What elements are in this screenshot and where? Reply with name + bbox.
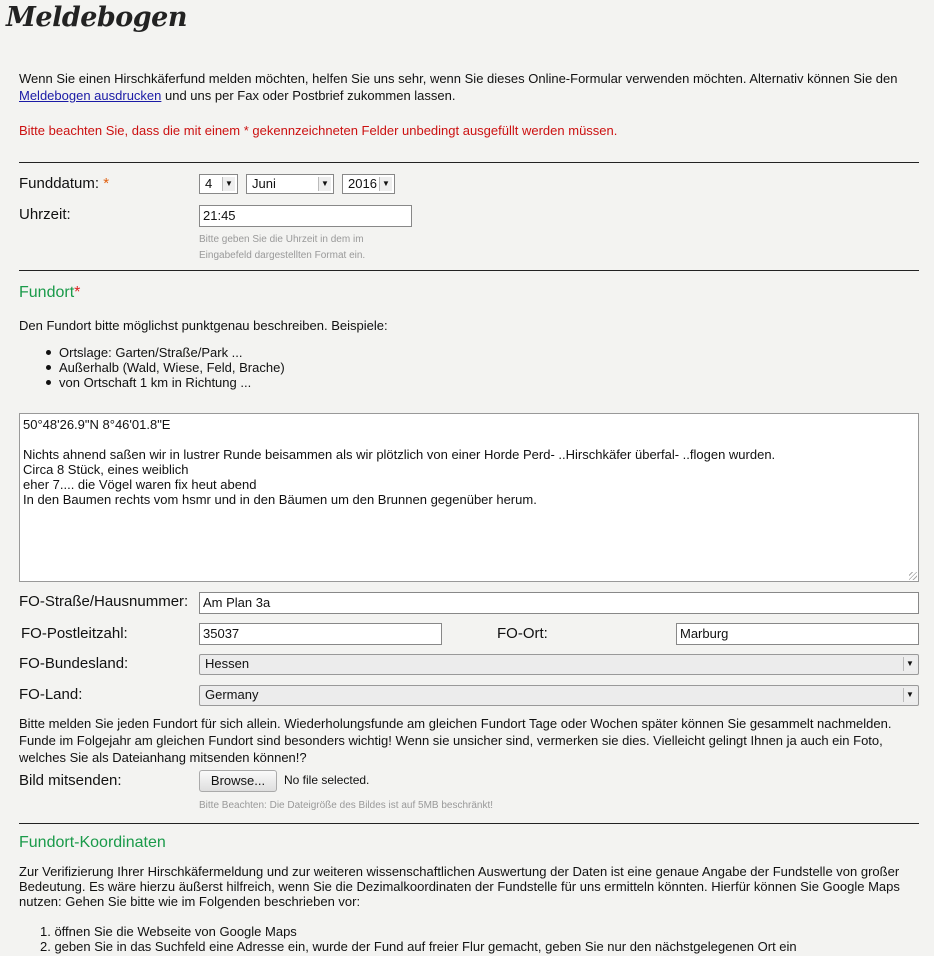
country-select-value: Germany [205,687,259,702]
street-label: FO-Straße/Hausnummer: [19,593,189,610]
state-select-value: Hessen [205,656,250,671]
time-hint-line: Eingabefeld dargestellten Format ein. [199,250,366,261]
upload-status: No file selected. [284,773,370,787]
funddatum-label [19,175,109,192]
divider [19,162,919,163]
chevron-down-icon: ▼ [903,657,916,671]
fundort-heading-text: Fundort [19,284,75,301]
chevron-down-icon: ▼ [379,177,392,191]
state-label: FO-Bundesland: [19,655,129,672]
fundort-description: Den Fundort bitte möglichst punktgenau beschreiben. Beispiele: [19,318,388,333]
intro-text [19,70,899,104]
fundort-examples [40,345,285,390]
divider [19,270,919,271]
day-select[interactable] [199,174,238,194]
day-select-value: 4 [205,176,213,191]
funddatum-label-text: Funddatum: [19,175,100,192]
country-select[interactable] [199,685,919,706]
street-input[interactable]: Am Plan 3a [199,592,919,614]
month-select[interactable] [246,174,334,194]
time-hint [199,232,365,264]
city-label: FO-Ort: [497,625,548,642]
country-label: FO-Land: [19,686,83,703]
print-form-link[interactable]: Meldebogen ausdrucken [19,88,162,103]
intro-text-part2: und uns per Fax oder Postbrief zukommen lassen. [161,88,456,103]
state-select[interactable] [199,654,919,675]
chevron-down-icon: ▼ [222,177,235,191]
time-input[interactable]: 21:45 [199,205,412,227]
upload-hint: Bitte Beachten: Die Dateigröße des Bildes ist auf 5MB beschränkt! [199,800,494,811]
page-title: Meldebogen [6,2,187,33]
required-note: Bitte beachten Sie, dass die mit einem * gekennzeichneten Felder unbedingt ausgefüllt werden müssen. [19,123,618,138]
zip-label: FO-Postleitzahl: [21,625,128,642]
list-item: 2. geben Sie in das Suchfeld eine Adresse ein, wurde der Fund auf freier Flur gemacht, geben Sie nur den nächstgelegenen Ort ein [40,939,797,954]
list-item: 1. öffnen Sie die Webseite von Google Maps [40,924,297,939]
year-select-value: 2016 [348,176,377,191]
koordinaten-description: Zur Verifizierung Ihrer Hirschkäfermeldung und zur weiteren wissenschaftlichen Auswertung der Daten ist eine genaue Angabe der Fundstelle von großer Bedeutung. Es wäre hierzu äußerst hilfreich, wenn Sie die Dezimalkoordinaten der Fundstelle für uns ermitteln könnten. Hierfür können Sie Google Maps nutzen: Gehen Sie bitte wie im Folgenden beschrieben vor: [19,864,900,909]
chevron-down-icon: ▼ [318,177,331,191]
browse-button[interactable]: Browse... [199,770,277,792]
intro-text-part1: Wenn Sie einen Hirschkäferfund melden möchten, helfen Sie uns sehr, wenn Sie dieses Online-Formular verwenden möchten. Alternativ können Sie den [19,71,898,86]
list-item: Außerhalb (Wald, Wiese, Feld, Brache) [40,360,285,375]
koordinaten-heading: Fundort-Koordinaten [19,834,166,851]
divider [19,823,919,824]
list-item: von Ortschaft 1 km in Richtung ... [40,375,285,390]
required-marker: * [74,284,81,301]
zip-input[interactable]: 35037 [199,623,442,645]
fundort-textarea[interactable] [19,413,919,582]
fundort-heading [19,284,80,302]
city-input[interactable]: Marburg [676,623,919,645]
required-marker: * [103,175,110,192]
uhrzeit-label: Uhrzeit: [19,206,71,223]
month-select-value: Juni [252,176,276,191]
list-item: Ortslage: Garten/Straße/Park ... [40,345,285,360]
report-note: Bitte melden Sie jeden Fundort für sich allein. Wiederholungsfunde am gleichen Fundort Tage oder Wochen später können Sie gesammelt nachmelden. Funde im Folgejahr am gleichen Fundort sind besonders wichtig! Wenn sie unsicher sind, vermerken sie dies. Vielleicht gelingt Ihnen ja auch ein Foto, welches Sie als Dateianhang mitsenden können!? [19,716,892,765]
koordinaten-steps [40,924,797,954]
time-hint-line: Bitte geben Sie die Uhrzeit in dem im [199,234,364,245]
chevron-down-icon: ▼ [903,688,916,702]
resize-handle-icon[interactable] [909,572,917,580]
year-select[interactable] [342,174,395,194]
fundort-textarea-content: 50°48'26.9"N 8°46'01.8"E Nichts ahnend saßen wir in lustrer Runde beisammen als wir plötzlich von einer Horde Perd- ..Hirschkäfer überfal- ..flogen wurden. Circa 8 Stück, eines weiblich eher 7.... die Vögel waren fix heut abend In den Baumen rechts vom hsmr und in den Bäumen um den Brunnen gegenüber herum. [23,417,776,507]
upload-label: Bild mitsenden: [19,772,122,789]
